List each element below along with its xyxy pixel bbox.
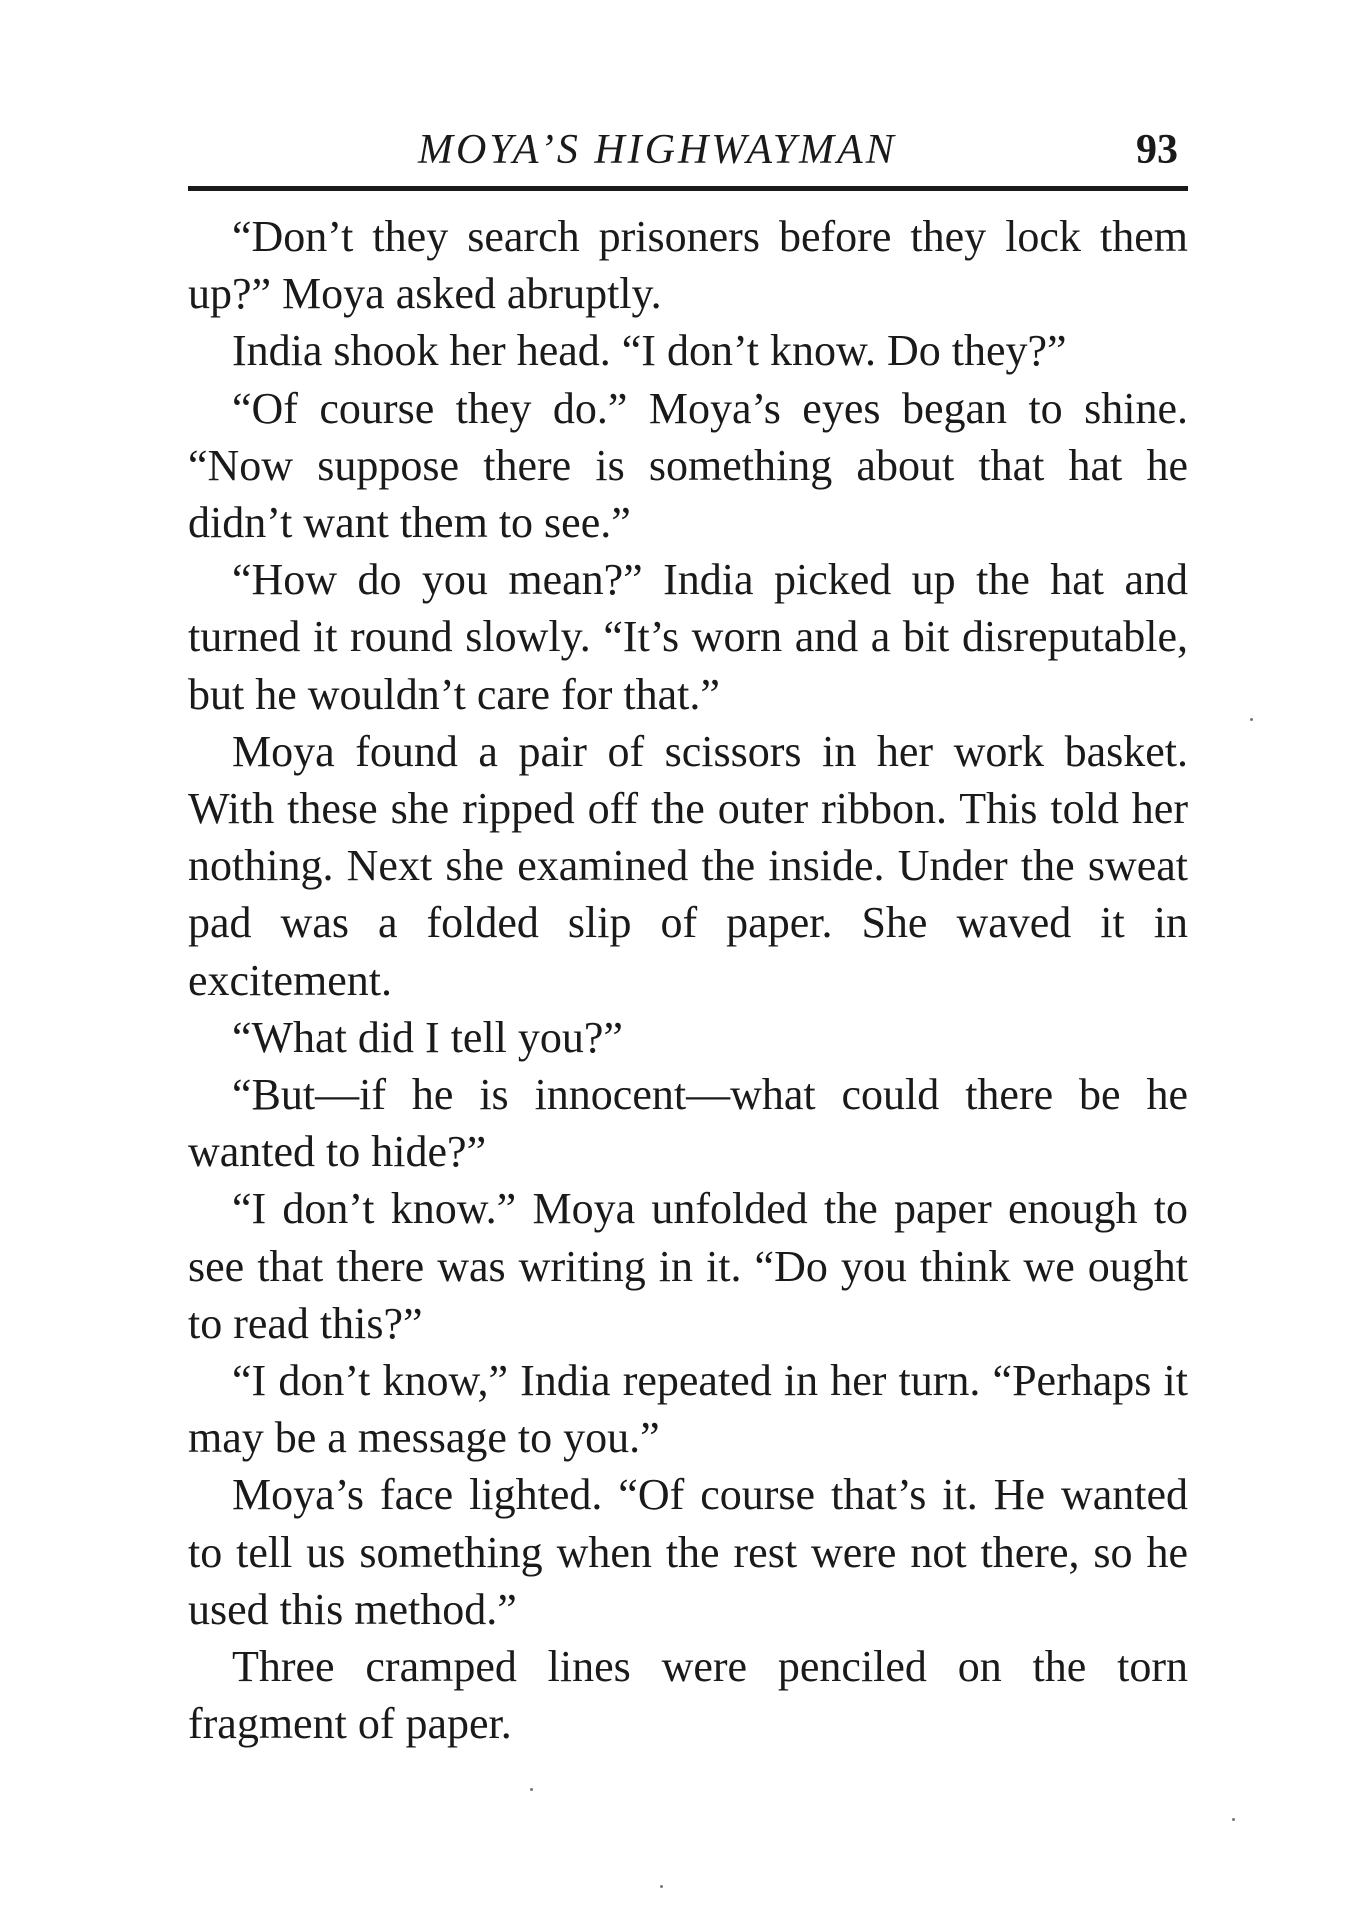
paper-speck <box>530 1788 533 1791</box>
paper-speck <box>1232 1818 1235 1821</box>
paper-speck <box>660 1885 663 1888</box>
paragraph: “Of course they do.” Moya’s eyes began to shine. “Now suppose there is something about that hat he didn’t want them to see.” <box>188 383 1188 548</box>
paper-speck <box>1250 718 1253 721</box>
paragraph: “I don’t know,” India repeated in her turn. “Perhaps it may be a message to you.” <box>188 1356 1188 1463</box>
running-title: MOYA’S HIGHWAYMAN <box>418 127 897 173</box>
paragraph: Three cramped lines were penciled on the torn fragment of paper. <box>188 1642 1188 1749</box>
body-text <box>188 208 1188 1752</box>
paragraph: “How do you mean?” India picked up the hat and turned it round slowly. “It’s worn and a bit disreputable, but he wouldn’t care for that.” <box>188 555 1188 719</box>
paragraph: Moya found a pair of scissors in her work basket. With these she ripped off the outer ribbon. This told her nothing. Next she examined the inside. Under the sweat pad was a folded slip of paper. She waved it in excitement. <box>188 726 1188 1005</box>
paragraph: “Don’t they search prisoners before they lock them up?” Moya asked abruptly. <box>188 212 1188 319</box>
paragraph: “I don’t know.” Moya unfolded the paper enough to see that there was writing in it. “Do you think we ought to read this?” <box>188 1184 1188 1348</box>
paragraph: “But—if he is innocent—what could there be he wanted to hide?” <box>188 1070 1188 1177</box>
paragraph: Moya’s face lighted. “Of course that’s it. He wanted to tell us something when the rest were not there, so he used this method.” <box>188 1470 1188 1634</box>
paragraph: “What did I tell you?” <box>232 1012 623 1062</box>
page-number: 93 <box>1136 127 1178 173</box>
header-rule <box>188 186 1188 191</box>
paragraph: India shook her head. “I don’t know. Do they?” <box>232 326 1067 376</box>
running-head <box>188 122 1188 182</box>
